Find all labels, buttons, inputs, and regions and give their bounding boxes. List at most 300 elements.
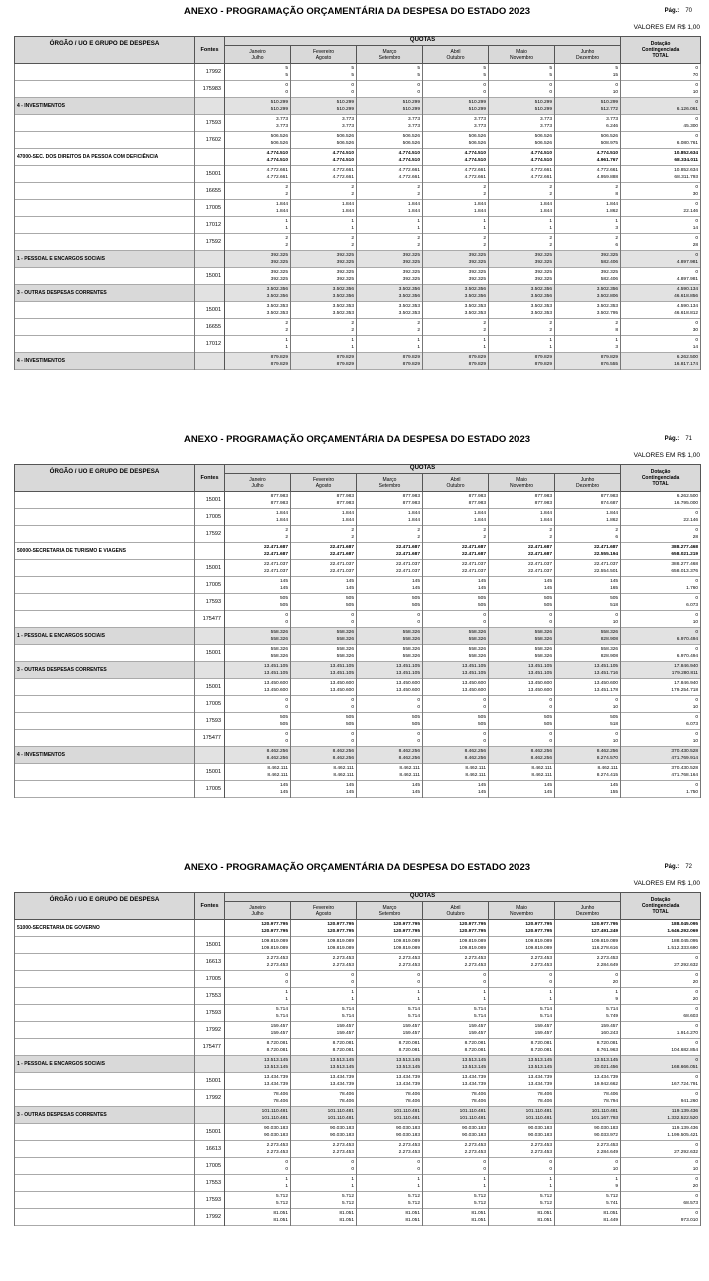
total-cell: 0 6.970.494 [621,628,701,645]
quota-cell: 558.326 558.326 [225,628,291,645]
quota-cell: 101.110.481 101.110.481 [357,1107,423,1124]
total-cell: 0 167.724.791 [621,1073,701,1090]
org-cell [15,492,195,509]
quota-cell: 22.471.687 22.471.687 [489,543,555,560]
table-row [15,1073,701,1090]
table-row [15,234,701,251]
header-fontes: Fontes [195,465,225,492]
header-total: Dotação Contingenciada TOTAL [621,465,701,492]
header-month: Março Setembro [357,902,423,920]
quota-cell: 101.110.481 101.110.481 [291,1107,357,1124]
quota-cell: 0 0 [423,971,489,988]
quota-cell: 1.844 1.862 [555,509,621,526]
report-title: ANEXO - PROGRAMAÇÃO ORÇAMENTÁRIA DA DESPESA DO ESTADO 2023 [183,6,531,17]
quota-cell: 13.450.600 13.450.600 [291,679,357,696]
total-cell: 0 28 [621,234,701,251]
table-row [15,132,701,149]
quota-cell: 1 3 [555,336,621,353]
header-quotas: QUOTAS [225,465,621,474]
quota-cell: 2.273.453 2.273.453 [423,1141,489,1158]
quota-cell: 1 1 [357,988,423,1005]
quota-cell: 0 0 [225,696,291,713]
table-row [15,1158,701,1175]
quota-cell: 505 505 [423,713,489,730]
org-cell [15,988,195,1005]
quota-cell: 3.502.356 3.502.356 [489,285,555,302]
quota-cell: 8.462.111 8.462.111 [489,764,555,781]
fonte-cell: 15001 [195,166,225,183]
quota-cell: 145 145 [489,781,555,798]
quota-cell: 8.720.081 8.720.081 [357,1039,423,1056]
quota-cell: 506.526 506.526 [291,132,357,149]
total-cell: 0 1.914.270 [621,1022,701,1039]
quota-cell: 877.983 877.983 [225,492,291,509]
org-cell [15,1039,195,1056]
quota-cell: 392.325 392.325 [291,268,357,285]
quota-cell: 2 2 [225,526,291,543]
org-cell [15,611,195,628]
quota-cell: 2.273.453 2.273.453 [423,954,489,971]
quota-cell: 1 1 [489,988,555,1005]
org-cell: 1 - PESSOAL E ENCARGOS SOCIAIS [15,1056,195,1073]
quota-cell: 13.451.105 13.451.105 [489,662,555,679]
quota-cell: 145 145 [225,781,291,798]
quota-cell: 145 145 [291,577,357,594]
total-cell: 0 10 [621,611,701,628]
fonte-cell [195,543,225,560]
quota-cell: 1 1 [357,217,423,234]
quota-cell: 1.844 1.844 [291,200,357,217]
org-cell [15,594,195,611]
quota-cell: 5.712 5.712 [225,1192,291,1209]
quota-cell: 5.712 5.741 [555,1192,621,1209]
quota-cell: 2 2 [291,319,357,336]
fonte-cell: 175477 [195,611,225,628]
quota-cell: 0 0 [357,1158,423,1175]
quota-cell: 101.110.481 101.110.481 [225,1107,291,1124]
quota-cell: 13.513.145 13.513.145 [489,1056,555,1073]
quota-cell: 0 0 [423,696,489,713]
quota-cell: 1.844 1.844 [291,509,357,526]
quota-cell: 13.434.739 13.434.739 [225,1073,291,1090]
total-cell: 0 68.573 [621,1192,701,1209]
org-cell [15,526,195,543]
table-row [15,611,701,628]
quota-cell: 2 2 [225,183,291,200]
page-number-value: 70 [685,8,692,14]
quota-cell: 120.977.795 127.491.249 [555,920,621,937]
quota-cell: 145 145 [225,577,291,594]
quota-cell: 510.299 512.772 [555,98,621,115]
org-cell: 1 - PESSOAL E ENCARGOS SOCIAIS [15,251,195,268]
quota-cell: 2.273.453 2.273.453 [489,1141,555,1158]
fonte-cell [195,353,225,370]
total-cell: 0 10 [621,730,701,747]
fonte-cell: 17005 [195,200,225,217]
quota-cell: 109.819.089 109.819.089 [357,937,423,954]
quota-cell: 109.819.089 116.278.616 [555,937,621,954]
quota-cell: 120.977.795 120.977.795 [357,920,423,937]
quota-cell: 5 5 [423,64,489,81]
fonte-cell: 17992 [195,1090,225,1107]
quota-cell: 3.773 3.773 [225,115,291,132]
quota-cell: 5.714 5.714 [357,1005,423,1022]
page-number [665,436,692,442]
fonte-cell: 17012 [195,217,225,234]
quota-cell: 506.526 508.975 [555,132,621,149]
quota-cell: 2.273.453 2.273.453 [291,1141,357,1158]
quota-cell: 1 1 [225,336,291,353]
quota-cell: 1 1 [291,336,357,353]
quota-cell: 2 2 [225,234,291,251]
fonte-cell: 16655 [195,319,225,336]
fonte-cell [195,628,225,645]
quota-cell: 0 0 [489,611,555,628]
total-cell: 10.852.634 68.334.011 [621,149,701,166]
total-cell: 17.846.940 179.254.718 [621,679,701,696]
table-row [15,1107,701,1124]
quota-cell: 2 2 [423,319,489,336]
fonte-cell: 17005 [195,696,225,713]
quota-cell: 392.325 392.325 [357,251,423,268]
total-cell: 0 4.897.981 [621,268,701,285]
table-row [15,594,701,611]
quota-cell: 8.462.111 8.462.111 [291,764,357,781]
quota-cell: 505 505 [489,594,555,611]
quota-cell: 1 3 [555,217,621,234]
org-cell [15,1090,195,1107]
quota-cell: 90.030.183 90.030.183 [357,1124,423,1141]
quota-cell: 78.406 78.406 [357,1090,423,1107]
currency-note: VALORES EM R$ 1,00 [633,452,700,459]
total-cell: 0 14 [621,336,701,353]
total-cell: 0 20 [621,1175,701,1192]
quota-cell: 506.526 506.526 [489,132,555,149]
quota-cell: 510.299 510.299 [489,98,555,115]
total-cell: 188.045.095 1.646.292.069 [621,920,701,937]
quota-cell: 2.273.453 2.273.453 [357,954,423,971]
total-cell: 0 10 [621,1158,701,1175]
table-row [15,577,701,594]
header-month: Maio Novembro [489,474,555,492]
quota-cell: 3.773 3.773 [357,115,423,132]
quota-cell: 8.462.256 8.462.256 [423,747,489,764]
table-row [15,971,701,988]
quota-cell: 13.513.145 13.513.145 [291,1056,357,1073]
org-cell [15,781,195,798]
fonte-cell: 17593 [195,594,225,611]
fonte-cell [195,662,225,679]
table-row [15,747,701,764]
quota-cell: 78.406 78.406 [291,1090,357,1107]
quota-cell: 13.513.145 13.513.145 [423,1056,489,1073]
quota-cell: 0 0 [291,696,357,713]
quota-cell: 1 1 [489,217,555,234]
quota-cell: 78.406 78.794 [555,1090,621,1107]
quota-cell: 13.513.145 20.021.456 [555,1056,621,1073]
table-row [15,1141,701,1158]
fonte-cell [195,747,225,764]
total-cell: 0 4.897.981 [621,251,701,268]
quota-cell: 2 2 [489,183,555,200]
quota-cell: 13.434.739 13.434.739 [423,1073,489,1090]
quota-cell: 109.819.089 109.819.089 [423,937,489,954]
org-cell [15,713,195,730]
header-month: Maio Novembro [489,46,555,64]
fonte-cell [195,251,225,268]
quota-cell: 13.513.145 13.513.145 [357,1056,423,1073]
org-cell: 50000-SECRETARIA DE TURISMO E VIAGENS [15,543,195,560]
org-cell [15,1005,195,1022]
quota-cell: 120.977.795 120.977.795 [489,920,555,937]
quota-cell: 145 145 [423,577,489,594]
total-cell: 188.045.095 1.512.333.690 [621,937,701,954]
quota-cell: 5.712 5.712 [291,1192,357,1209]
page-number [665,8,692,14]
quota-cell: 0 0 [357,730,423,747]
table-row [15,115,701,132]
org-cell [15,81,195,98]
fonte-cell: 17992 [195,1209,225,1226]
org-cell [15,1192,195,1209]
quota-cell: 505 505 [291,713,357,730]
quota-cell: 2 6 [555,234,621,251]
quota-cell: 505 505 [357,713,423,730]
fonte-cell: 15001 [195,302,225,319]
table-row [15,1022,701,1039]
quota-cell: 1.844 1.844 [423,509,489,526]
quota-cell: 22.471.687 22.471.687 [291,543,357,560]
total-cell: 0 20 [621,971,701,988]
quota-cell: 0 0 [423,611,489,628]
quota-cell: 3.502.353 3.502.353 [489,302,555,319]
table-row [15,713,701,730]
total-cell: 17.846.940 179.280.811 [621,662,701,679]
quota-cell: 392.325 392.325 [423,268,489,285]
quota-cell: 0 0 [423,1158,489,1175]
fonte-cell: 175477 [195,1039,225,1056]
quota-cell: 22.471.037 22.471.037 [357,560,423,577]
org-cell [15,217,195,234]
quota-cell: 2 2 [291,234,357,251]
table-row [15,628,701,645]
quota-cell: 22.471.037 22.471.037 [423,560,489,577]
quota-cell: 0 0 [357,611,423,628]
quota-cell: 558.326 828.908 [555,628,621,645]
quota-cell: 5 5 [225,64,291,81]
quota-cell: 13.450.600 13.450.600 [489,679,555,696]
fonte-cell: 15001 [195,268,225,285]
quota-cell: 5 5 [357,64,423,81]
quota-cell: 1 1 [291,988,357,1005]
header-month: Janeiro Julho [225,46,291,64]
header-month: Junho Dezembro [555,46,621,64]
currency-note: VALORES EM R$ 1,00 [633,880,700,887]
total-cell: 0 6.073 [621,713,701,730]
quota-cell: 0 10 [555,696,621,713]
quota-cell: 81.051 81.051 [225,1209,291,1226]
quota-cell: 22.471.687 22.471.687 [357,543,423,560]
quota-cell: 1 1 [423,336,489,353]
org-cell [15,509,195,526]
quota-cell: 1.844 1.844 [423,200,489,217]
table-row [15,285,701,302]
quota-cell: 159.457 159.457 [357,1022,423,1039]
quota-cell: 81.051 81.051 [423,1209,489,1226]
quota-cell: 505 505 [489,713,555,730]
total-cell: 0 10 [621,696,701,713]
fonte-cell: 15001 [195,679,225,696]
quota-cell: 3.502.353 3.502.795 [555,302,621,319]
org-cell: 3 - OUTRAS DESPESAS CORRENTES [15,662,195,679]
quota-cell: 13.451.105 13.451.716 [555,662,621,679]
quota-cell: 3.502.353 3.502.353 [357,302,423,319]
fonte-cell [195,1056,225,1073]
total-cell: 0 1.750 [621,781,701,798]
fonte-cell: 17005 [195,1158,225,1175]
quota-cell: 5.712 5.712 [423,1192,489,1209]
quota-cell: 1 1 [423,1175,489,1192]
fonte-cell: 15001 [195,1073,225,1090]
quota-cell: 2.273.453 2.284.649 [555,1141,621,1158]
quota-cell: 0 0 [291,730,357,747]
quota-cell: 505 505 [423,594,489,611]
total-cell: 0 27.292.632 [621,954,701,971]
org-cell [15,200,195,217]
org-cell [15,679,195,696]
total-cell: 0 20 [621,988,701,1005]
quota-cell: 2 2 [357,319,423,336]
budget-table [14,36,701,370]
quota-cell: 0 0 [225,1158,291,1175]
table-row [15,81,701,98]
total-cell: 0 22.146 [621,200,701,217]
org-cell [15,1124,195,1141]
header-month: Abril Outubro [423,46,489,64]
quota-cell: 3.502.356 3.502.356 [291,285,357,302]
quota-cell: 2 2 [423,526,489,543]
total-cell: 0 168.666.051 [621,1056,701,1073]
total-cell: 10.852.634 68.311.793 [621,166,701,183]
org-cell [15,1209,195,1226]
quota-cell: 558.326 558.326 [423,645,489,662]
quota-cell: 1 1 [489,336,555,353]
quota-cell: 0 0 [291,611,357,628]
quota-cell: 2 2 [225,319,291,336]
quota-cell: 78.406 78.406 [423,1090,489,1107]
quota-cell: 0 10 [555,81,621,98]
table-row [15,319,701,336]
quota-cell: 145 165 [555,577,621,594]
quota-cell: 120.977.795 120.977.795 [225,920,291,937]
table-row [15,492,701,509]
quota-cell: 879.829 879.829 [357,353,423,370]
total-cell: 0 22.146 [621,509,701,526]
quota-cell: 1 9 [555,988,621,1005]
org-cell [15,937,195,954]
page-number-value: 71 [685,436,692,442]
quota-cell: 13.450.600 13.450.600 [423,679,489,696]
quota-cell: 392.325 392.325 [225,268,291,285]
table-row [15,1056,701,1073]
quota-cell: 877.983 874.687 [555,492,621,509]
org-cell [15,336,195,353]
quota-cell: 2 2 [291,526,357,543]
quota-cell: 4.772.661 4.772.661 [423,166,489,183]
quota-cell: 13.451.105 13.451.105 [291,662,357,679]
quota-cell: 3.502.356 3.502.806 [555,285,621,302]
quota-cell: 0 0 [291,971,357,988]
header-fontes: Fontes [195,893,225,920]
quota-cell: 558.326 558.326 [357,628,423,645]
quota-cell: 2 2 [423,183,489,200]
header-month: Fevereiro Agosto [291,474,357,492]
quota-cell: 8.720.081 8.720.081 [489,1039,555,1056]
total-cell: 0 973.010 [621,1209,701,1226]
header-fontes: Fontes [195,37,225,64]
table-row [15,526,701,543]
quota-cell: 1 9 [555,1175,621,1192]
quota-cell: 2 6 [555,526,621,543]
quota-cell: 1 1 [357,336,423,353]
quota-cell: 510.299 510.299 [291,98,357,115]
quota-cell: 2 2 [489,234,555,251]
quota-cell: 392.325 582.406 [555,251,621,268]
quota-cell: 392.325 392.325 [225,251,291,268]
quota-cell: 0 10 [555,730,621,747]
quota-cell: 13.434.739 13.434.739 [489,1073,555,1090]
fonte-cell [195,920,225,937]
table-row [15,1090,701,1107]
quota-cell: 81.051 81.051 [489,1209,555,1226]
fonte-cell: 16613 [195,1141,225,1158]
quota-cell: 5.712 5.712 [489,1192,555,1209]
quota-cell: 13.513.145 13.513.145 [225,1056,291,1073]
org-cell [15,166,195,183]
quota-cell: 879.829 879.829 [489,353,555,370]
total-cell: 0 941.260 [621,1090,701,1107]
budget-table [14,892,701,1226]
quota-cell: 3.773 3.773 [291,115,357,132]
fonte-cell [195,98,225,115]
quota-cell: 2 2 [489,319,555,336]
fonte-cell: 17005 [195,509,225,526]
quota-cell: 2.273.453 2.273.453 [357,1141,423,1158]
fonte-cell: 175983 [195,81,225,98]
quota-cell: 3.502.353 3.502.353 [225,302,291,319]
table-row [15,696,701,713]
table-row [15,937,701,954]
page-number-label: Pág.: [664,8,680,14]
quota-cell: 5.714 5.714 [291,1005,357,1022]
quota-cell: 510.299 510.299 [225,98,291,115]
quota-cell: 3.502.353 3.502.353 [291,302,357,319]
quota-cell: 879.829 879.829 [225,353,291,370]
quota-cell: 13.450.600 13.450.600 [357,679,423,696]
quota-cell: 879.829 879.829 [423,353,489,370]
quota-cell: 5.714 5.749 [555,1005,621,1022]
fonte-cell: 15001 [195,492,225,509]
quota-cell: 8.462.111 8.462.111 [225,764,291,781]
quota-cell: 2 2 [357,526,423,543]
quota-cell: 159.457 159.457 [225,1022,291,1039]
quota-cell: 5.712 5.712 [357,1192,423,1209]
quota-cell: 22.471.687 22.471.687 [423,543,489,560]
quota-cell: 558.326 558.326 [489,645,555,662]
quota-cell: 3.502.356 3.502.356 [423,285,489,302]
quota-cell: 4.772.661 4.772.661 [357,166,423,183]
quota-cell: 392.325 392.325 [291,251,357,268]
